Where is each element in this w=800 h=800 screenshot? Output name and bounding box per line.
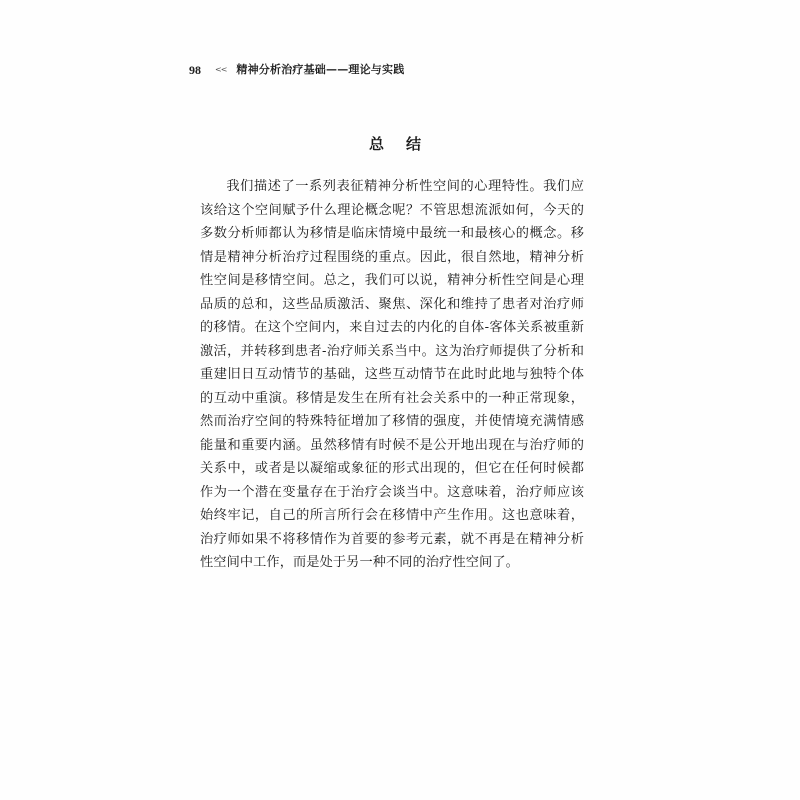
chevron-left-icon: << — [215, 65, 227, 74]
body-paragraph: 我们描述了一系列表征精神分析性空间的心理特性。我们应该给这个空间赋予什么理论概念呢？不管思想流派如何，今天的多数分析师都认为移情是临床情境中最统一和最核心的概念。移情是精神分析治疗过程围绕的重点。因此，很自然地，精神分析性空间是移情空间。总之，我们可以说，精神分析性空间是心理品质的总和，这些品质激活、聚焦、深化和维持了患者对治疗师的移情。在这个空间内，来自过去的内化的自体-客体关系被重新激活，并转移到患者-治疗师关系当中。这为治疗师提供了分析和重建旧日互动情节的基础，这些互动情节在此时此地与独特个体的互动中重演。移情是发生在所有社会关系中的一种正常现象，然而治疗空间的特殊特征增加了移情的强度，并使情境充满情感能量和重要内涵。虽然移情有时候不是公开地出现在与治疗师的关系中，或者是以凝缩或象征的形式出现的，但它在任何时候都作为一个潜在变量存在于治疗会谈当中。这意味着，治疗师应该始终牢记，自己的所言所行会在移情中产生作用。这也意味着，治疗师如果不将移情作为首要的参考元素，就不再是在精神分析性空间中工作，而是处于另一种不同的治疗性空间了。 — [200, 179, 584, 570]
page-number: 98 — [189, 63, 201, 77]
running-header — [189, 61, 404, 79]
section-title: 总结 — [368, 135, 443, 153]
book-title: 精神分析治疗基础——理论与实践 — [236, 63, 405, 76]
